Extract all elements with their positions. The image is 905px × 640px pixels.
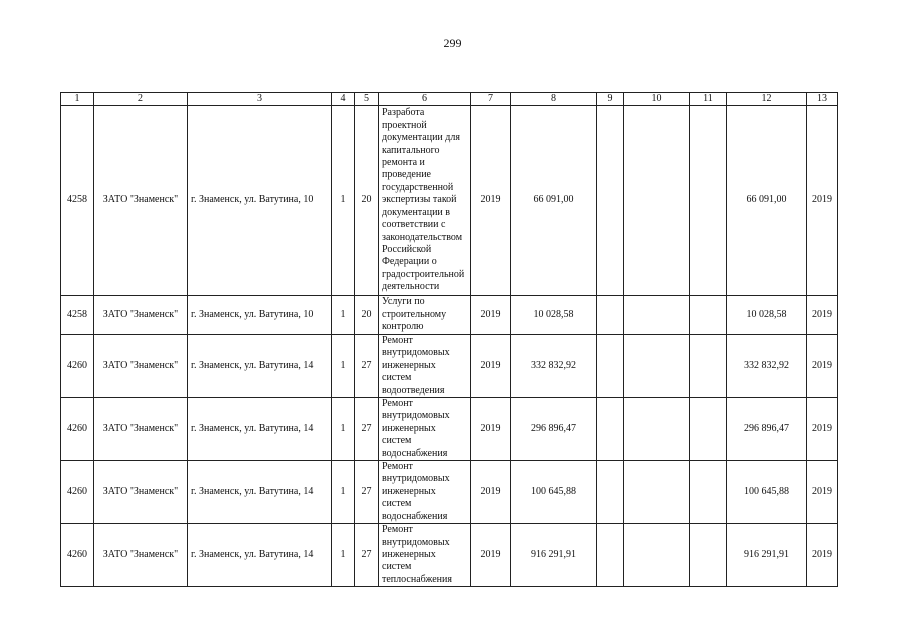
work-description-cell: Услуги по строительному контролю [379, 296, 471, 335]
total-cell: 332 832,92 [727, 335, 807, 398]
column-header: 10 [624, 93, 690, 106]
municipality-cell: ЗАТО "Знаменск" [94, 335, 188, 398]
work-description-cell: Ремонт внутридомовых инженерных систем водоснабжения [379, 398, 471, 461]
end-year-cell: 2019 [807, 461, 838, 524]
col4-cell: 1 [332, 524, 355, 587]
column-header: 13 [807, 93, 838, 106]
object-id-cell: 4260 [61, 335, 94, 398]
page-number: 299 [443, 36, 462, 50]
table-row [61, 524, 838, 587]
end-year-cell: 2019 [807, 398, 838, 461]
end-year-cell: 2019 [807, 524, 838, 587]
col5-cell: 27 [355, 335, 379, 398]
object-id-cell: 4260 [61, 524, 94, 587]
column-header: 3 [188, 93, 332, 106]
table-row [61, 296, 838, 335]
column-header: 2 [94, 93, 188, 106]
col10-cell [624, 296, 690, 335]
cost-cell: 10 028,58 [511, 296, 597, 335]
table-row [61, 335, 838, 398]
municipality-cell: ЗАТО "Знаменск" [94, 461, 188, 524]
address-cell: г. Знаменск, ул. Ватутина, 10 [188, 106, 332, 296]
address-cell: г. Знаменск, ул. Ватутина, 14 [188, 398, 332, 461]
municipality-cell: ЗАТО "Знаменск" [94, 524, 188, 587]
cost-cell: 916 291,91 [511, 524, 597, 587]
column-header: 8 [511, 93, 597, 106]
total-cell: 10 028,58 [727, 296, 807, 335]
col4-cell: 1 [332, 296, 355, 335]
col4-cell: 1 [332, 106, 355, 296]
end-year-cell: 2019 [807, 106, 838, 296]
end-year-cell: 2019 [807, 335, 838, 398]
column-header: 6 [379, 93, 471, 106]
col4-cell: 1 [332, 335, 355, 398]
object-id-cell: 4260 [61, 461, 94, 524]
address-cell: г. Знаменск, ул. Ватутина, 14 [188, 524, 332, 587]
col9-cell [597, 398, 624, 461]
col11-cell [690, 335, 727, 398]
col11-cell [690, 524, 727, 587]
col9-cell [597, 296, 624, 335]
address-cell: г. Знаменск, ул. Ватутина, 14 [188, 335, 332, 398]
total-cell: 296 896,47 [727, 398, 807, 461]
total-cell: 100 645,88 [727, 461, 807, 524]
col10-cell [624, 106, 690, 296]
col11-cell [690, 106, 727, 296]
total-cell: 916 291,91 [727, 524, 807, 587]
object-id-cell: 4258 [61, 296, 94, 335]
year-cell: 2019 [471, 398, 511, 461]
col11-cell [690, 296, 727, 335]
works-table [60, 92, 838, 587]
municipality-cell: ЗАТО "Знаменск" [94, 296, 188, 335]
cost-cell: 332 832,92 [511, 335, 597, 398]
municipality-cell: ЗАТО "Знаменск" [94, 398, 188, 461]
table-row [61, 398, 838, 461]
col5-cell: 20 [355, 106, 379, 296]
column-header: 7 [471, 93, 511, 106]
year-cell: 2019 [471, 524, 511, 587]
work-description-cell: Ремонт внутридомовых инженерных систем водоотведения [379, 335, 471, 398]
year-cell: 2019 [471, 106, 511, 296]
cost-cell: 66 091,00 [511, 106, 597, 296]
column-header: 9 [597, 93, 624, 106]
column-header: 12 [727, 93, 807, 106]
col10-cell [624, 335, 690, 398]
col9-cell [597, 106, 624, 296]
work-description-cell: Ремонт внутридомовых инженерных систем теплоснабжения [379, 524, 471, 587]
col4-cell: 1 [332, 461, 355, 524]
col10-cell [624, 524, 690, 587]
column-header: 1 [61, 93, 94, 106]
year-cell: 2019 [471, 335, 511, 398]
col11-cell [690, 461, 727, 524]
object-id-cell: 4258 [61, 106, 94, 296]
col5-cell: 27 [355, 398, 379, 461]
end-year-cell: 2019 [807, 296, 838, 335]
col9-cell [597, 524, 624, 587]
address-cell: г. Знаменск, ул. Ватутина, 10 [188, 296, 332, 335]
column-header: 11 [690, 93, 727, 106]
work-description-cell: Ремонт внутридомовых инженерных систем водоснабжения [379, 461, 471, 524]
year-cell: 2019 [471, 461, 511, 524]
year-cell: 2019 [471, 296, 511, 335]
col9-cell [597, 461, 624, 524]
header-row [61, 93, 838, 106]
col11-cell [690, 398, 727, 461]
column-header: 4 [332, 93, 355, 106]
cost-cell: 100 645,88 [511, 461, 597, 524]
column-header: 5 [355, 93, 379, 106]
col4-cell: 1 [332, 398, 355, 461]
cost-cell: 296 896,47 [511, 398, 597, 461]
col9-cell [597, 335, 624, 398]
table-row [61, 461, 838, 524]
col5-cell: 20 [355, 296, 379, 335]
col5-cell: 27 [355, 524, 379, 587]
object-id-cell: 4260 [61, 398, 94, 461]
col5-cell: 27 [355, 461, 379, 524]
total-cell: 66 091,00 [727, 106, 807, 296]
col10-cell [624, 461, 690, 524]
table-row [61, 106, 838, 296]
municipality-cell: ЗАТО "Знаменск" [94, 106, 188, 296]
address-cell: г. Знаменск, ул. Ватутина, 14 [188, 461, 332, 524]
work-description-cell: Разработа проектной документации для капитального ремонта и проведение государственной экспертизы такой документации в соответствии с законодательством Российской Федерации о градостроительной деятельности [379, 106, 471, 296]
col10-cell [624, 398, 690, 461]
